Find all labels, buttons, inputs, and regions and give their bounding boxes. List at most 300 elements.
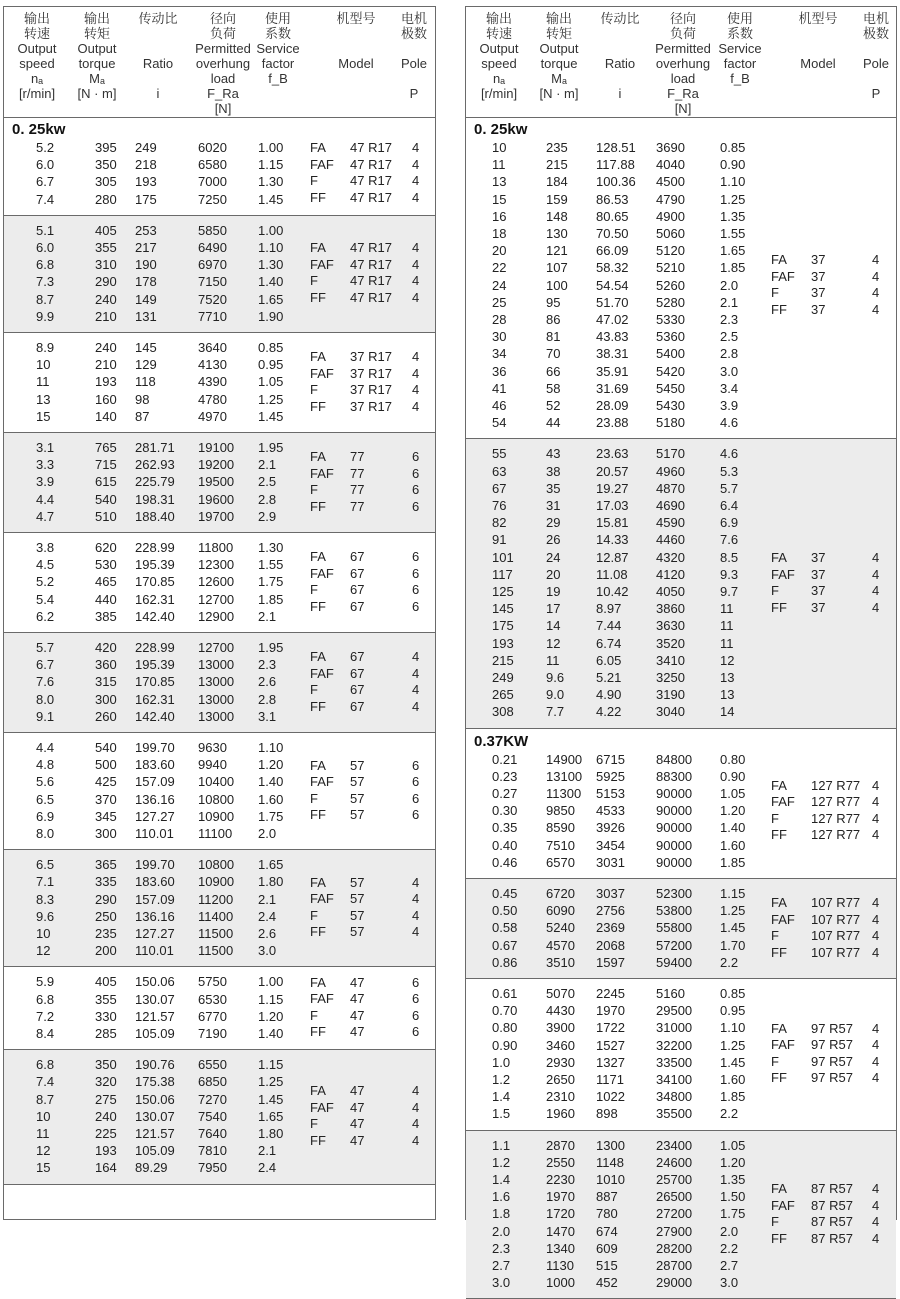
table-cell: 22: [492, 260, 507, 276]
table-cell: 2.1: [258, 891, 277, 907]
table-cell: 4870: [656, 480, 685, 496]
table-cell: 9940: [198, 757, 227, 773]
table-cell: 20: [492, 243, 507, 259]
table-cell: 0.70: [492, 1003, 518, 1019]
model-size: 97 R57: [811, 1070, 853, 1086]
model-type: FAF: [310, 465, 334, 481]
model-type: FF: [310, 398, 326, 414]
model-type: F: [310, 790, 318, 806]
table-cell: 8.5: [720, 549, 739, 565]
table-cell: 609: [596, 1240, 618, 1256]
model-type: FAF: [310, 565, 334, 581]
table-cell: 6580: [198, 157, 227, 173]
table-cell: 2.4: [258, 1160, 277, 1176]
model-type: FAF: [310, 774, 334, 790]
table-cell: 8.0: [36, 691, 55, 707]
model-type: FAF: [310, 1099, 334, 1115]
table-cell: 24: [546, 549, 561, 565]
table-cell: 235: [95, 926, 117, 941]
table-cell: 128.51: [596, 140, 636, 155]
table-cell: 125: [492, 584, 514, 599]
table-cell: 1960: [546, 1106, 575, 1122]
table-cell: 0.45: [492, 886, 518, 901]
model-size: 37 R17: [350, 349, 392, 364]
table-cell: 9.0: [546, 687, 565, 703]
table-cell: 6.8: [36, 991, 55, 1007]
table-cell: 1.30: [258, 257, 284, 273]
table-cell: 2.1: [258, 1143, 277, 1159]
table-cell: 1.65: [258, 1108, 284, 1124]
pole-count: 4: [412, 1132, 420, 1148]
model-type: F: [771, 1214, 779, 1229]
table-cell: 140: [95, 408, 117, 424]
table-cell: 7.3: [36, 274, 55, 290]
table-cell: 1.4: [492, 1089, 511, 1105]
table-cell: 7.6: [720, 532, 739, 548]
table-cell: 8.7: [36, 291, 55, 307]
model-size: 37 R17: [350, 365, 392, 381]
table-cell: 2.2: [720, 1240, 739, 1256]
table-cell: 515: [596, 1258, 618, 1273]
table-cell: 674: [596, 1223, 618, 1239]
table-cell: 360: [95, 657, 117, 673]
table-cell: 1.85: [720, 260, 746, 276]
table-cell: 1.6: [492, 1189, 511, 1205]
table-cell: 28200: [656, 1240, 693, 1256]
table-cell: 1.40: [720, 820, 746, 836]
table-cell: 5.21: [596, 670, 622, 685]
table-cell: 2.6: [258, 674, 277, 690]
table-cell: 200: [95, 943, 117, 959]
table-cell: 3190: [656, 687, 685, 703]
table-cell: 53800: [656, 903, 693, 919]
table-cell: 1.25: [258, 1074, 284, 1090]
table-cell: 14: [720, 704, 735, 720]
table-cell: 3.0: [258, 943, 277, 959]
model-size: 47: [350, 1083, 365, 1099]
table-cell: 225.79: [135, 474, 175, 490]
table-cell: 17.03: [596, 498, 629, 513]
model-size: 37: [811, 252, 826, 268]
table-cell: 188.40: [135, 508, 175, 524]
table-cell: 1.00: [258, 140, 284, 155]
table-cell: 127.27: [135, 808, 175, 824]
table-cell: 8.0: [36, 826, 55, 841]
model-type: FF: [771, 1070, 787, 1086]
table-cell: 13000: [198, 674, 235, 690]
table-cell: 4050: [656, 584, 685, 599]
pole-count: 4: [872, 944, 880, 960]
table-cell: 142.40: [135, 608, 175, 624]
table-cell: 0.90: [720, 768, 746, 784]
model-type: FF: [310, 289, 326, 305]
model-type: F: [771, 583, 779, 598]
table-cell: 27200: [656, 1206, 693, 1222]
table-cell: 8.9: [36, 340, 55, 355]
table-cell: 10800: [198, 791, 235, 807]
table-cell: 5.3: [720, 463, 739, 479]
table-cell: 7540: [198, 1108, 227, 1124]
model-type: FA: [310, 1083, 326, 1099]
table-cell: 11100: [198, 826, 233, 841]
pole-count: 4: [872, 252, 880, 268]
table-cell: 6.9: [720, 515, 739, 531]
table-cell: 4120: [656, 566, 685, 582]
table-cell: 1171: [596, 1072, 624, 1087]
table-cell: 6.7: [36, 657, 55, 673]
pole-count: 4: [872, 1197, 880, 1213]
table-cell: 1000: [546, 1275, 575, 1291]
model-type: F: [310, 682, 318, 697]
table-cell: 5120: [656, 243, 685, 259]
table-cell: 0.50: [492, 903, 518, 919]
model-size: 57: [350, 874, 365, 890]
table-cell: 12300: [198, 557, 235, 573]
table-cell: 9.6: [546, 670, 565, 685]
pole-count: 6: [412, 790, 420, 806]
table-cell: 5360: [656, 329, 685, 345]
table-cell: 2756: [596, 903, 625, 919]
table-cell: 0.27: [492, 786, 518, 801]
pole-count: 4: [872, 794, 880, 810]
pole-count: 6: [412, 449, 420, 464]
header-sf: 使用 系数 Service factor f_B: [256, 11, 300, 86]
pole-count: 4: [872, 268, 880, 284]
table-cell: 1.10: [720, 1020, 746, 1036]
pole-count: 4: [412, 698, 420, 714]
model-size: 57: [350, 891, 365, 907]
table-cell: 4780: [198, 391, 227, 407]
model-size: 107 R77: [811, 895, 861, 910]
pole-count: 6: [412, 582, 420, 597]
model-type: FF: [771, 944, 787, 960]
table-cell: 10: [36, 926, 51, 941]
table-cell: 262.93: [135, 457, 175, 473]
model-type: FF: [310, 698, 326, 714]
model-type: FAF: [310, 256, 334, 272]
table-cell: 1.30: [258, 174, 284, 190]
pole-count: 4: [412, 649, 420, 664]
pole-count: 6: [412, 465, 420, 481]
table-cell: 10: [36, 1108, 51, 1124]
table-cell: 7810: [198, 1143, 227, 1159]
table-cell: 3031: [596, 854, 625, 870]
model-type: FA: [310, 549, 326, 564]
table-cell: 3520: [656, 635, 685, 651]
table-cell: 63: [492, 463, 507, 479]
table-cell: 5420: [656, 363, 685, 379]
table-cell: 13: [36, 391, 51, 407]
table-cell: 110.01: [135, 943, 174, 959]
table-cell: 6.8: [36, 257, 55, 273]
table-cell: 7150: [198, 274, 227, 290]
table-cell: 14: [546, 618, 561, 634]
model-size: 47 R17: [350, 273, 392, 289]
table-cell: 32200: [656, 1037, 693, 1053]
table-cell: 14.33: [596, 532, 629, 548]
model-type: FF: [310, 498, 326, 514]
table-cell: 265: [492, 687, 514, 703]
table-cell: 1.20: [258, 1008, 284, 1024]
table-cell: 7.44: [596, 618, 622, 634]
table-cell: 0.90: [720, 157, 746, 173]
table-cell: 10: [492, 140, 507, 155]
table-cell: 8.97: [596, 601, 622, 617]
table-cell: 5.9: [36, 974, 55, 990]
table-cell: 31: [546, 498, 561, 513]
table-cell: 1970: [546, 1189, 575, 1205]
table-cell: 1.25: [720, 1037, 746, 1053]
table-cell: 118: [135, 374, 156, 390]
pole-count: 4: [872, 1214, 880, 1229]
table-cell: 350: [95, 1057, 117, 1073]
table-cell: 2.2: [720, 954, 739, 970]
table-cell: 3454: [596, 837, 625, 853]
table-cell: 12: [36, 943, 51, 959]
table-cell: 43.83: [596, 329, 629, 345]
table-cell: 285: [95, 1026, 117, 1041]
table-cell: 4790: [656, 191, 685, 207]
table-cell: 5.1: [36, 222, 55, 238]
table-cell: 275: [95, 1091, 117, 1107]
table-cell: 0.86: [492, 954, 518, 970]
model-size: 57: [350, 757, 365, 773]
table-cell: 1.20: [720, 803, 746, 819]
table-cell: 440: [95, 591, 117, 607]
pole-count: 4: [872, 285, 880, 301]
table-cell: 4130: [198, 357, 227, 373]
table-cell: 1.70: [720, 937, 746, 953]
table-cell: 12: [720, 652, 735, 668]
table-cell: 4.4: [36, 740, 55, 755]
header-load: 径向 负荷 Permitted overhung load F_Ra [N]: [655, 11, 711, 116]
table-cell: 12: [36, 1143, 51, 1159]
table-cell: 210: [95, 308, 117, 324]
table-cell: 19: [546, 584, 561, 599]
table-cell: 250: [95, 908, 117, 924]
table-cell: 7.4: [36, 191, 55, 207]
table-cell: 5060: [656, 226, 685, 241]
model-size: 37: [811, 550, 826, 565]
model-type: FF: [771, 827, 787, 843]
table-cell: 4.5: [36, 557, 55, 573]
pole-count: 4: [872, 1020, 880, 1036]
table-cell: 35: [546, 480, 561, 496]
table-cell: 4.90: [596, 687, 622, 703]
table-cell: 1.30: [258, 540, 284, 555]
model-type: FA: [771, 1181, 787, 1196]
table-cell: 3.1: [36, 440, 55, 455]
model-size: 127 R77: [811, 794, 861, 810]
table-cell: 305: [95, 174, 117, 190]
table-cell: 175: [492, 618, 514, 634]
table-cell: 0.80: [492, 1020, 518, 1036]
table-cell: 11200: [198, 891, 234, 907]
table-cell: 5850: [198, 222, 227, 238]
table-cell: 127.27: [135, 926, 175, 941]
header-pole: 电机 极数 Pole P: [862, 11, 890, 101]
table-cell: 0.85: [720, 986, 746, 1001]
model-type: FA: [310, 757, 326, 773]
model-size: 67: [350, 698, 365, 714]
model-size: 37: [811, 566, 826, 582]
table-cell: 29: [546, 515, 561, 531]
table-cell: 7000: [198, 174, 227, 190]
table-cell: 4.4: [36, 491, 55, 507]
table-cell: 29500: [656, 1003, 693, 1019]
model-type: FAF: [771, 794, 795, 810]
table-cell: 7.4: [36, 1074, 55, 1090]
table-cell: 3.8: [36, 540, 55, 555]
table-cell: 13: [720, 670, 735, 685]
model-size: 67: [350, 565, 365, 581]
table-cell: 6.74: [596, 635, 622, 651]
model-size: 57: [350, 907, 365, 923]
table-cell: 308: [492, 704, 514, 720]
section-title: 0. 25kw: [12, 121, 66, 138]
header-torque: 输出 转矩 Output torque Mₐ [N · m]: [539, 11, 579, 101]
table-cell: 5750: [198, 974, 227, 990]
model-type: FF: [310, 1024, 326, 1040]
pole-count: 6: [412, 774, 420, 790]
table-cell: 105.09: [135, 1143, 175, 1159]
table-cell: 28: [492, 312, 507, 327]
model-type: F: [771, 285, 779, 301]
model-type: FA: [310, 140, 326, 156]
table-cell: 3.0: [492, 1275, 511, 1291]
table-cell: 540: [95, 740, 117, 755]
table-cell: 2245: [596, 986, 625, 1001]
table-cell: 6.0: [36, 157, 55, 173]
table-cell: 89.29: [135, 1160, 168, 1176]
table-cell: 5240: [546, 920, 575, 936]
table-cell: 1.45: [258, 408, 284, 424]
model-size: 107 R77: [811, 928, 861, 943]
table-cell: 355: [95, 240, 117, 255]
model-type: FF: [310, 1132, 326, 1148]
model-type: FA: [771, 895, 787, 910]
model-size: 37: [811, 583, 826, 598]
table-cell: 24: [492, 277, 507, 293]
table-cell: 1.00: [258, 974, 284, 990]
pole-count: 4: [412, 289, 420, 305]
table-cell: 121: [546, 243, 568, 259]
table-cell: 11: [720, 601, 734, 617]
model-type: FF: [771, 301, 787, 317]
table-cell: 228.99: [135, 640, 175, 655]
model-type: FA: [771, 1020, 787, 1036]
model-type: FAF: [771, 911, 795, 927]
table-cell: 52300: [656, 886, 693, 901]
table-cell: 898: [596, 1106, 618, 1122]
table-cell: 4.22: [596, 704, 622, 720]
table-cell: 2.7: [720, 1258, 739, 1273]
table-cell: 90000: [656, 803, 693, 819]
model-size: 57: [350, 924, 365, 940]
table-cell: 1.35: [720, 208, 746, 224]
model-type: FF: [310, 189, 326, 205]
model-size: 47: [350, 1024, 365, 1040]
table-cell: 1.85: [720, 854, 746, 870]
table-cell: 35500: [656, 1106, 693, 1122]
table-cell: 12: [546, 635, 561, 651]
table-cell: 4533: [596, 803, 625, 819]
table-cell: 9.3: [720, 566, 739, 582]
table-cell: 3690: [656, 140, 685, 155]
table-cell: 20: [546, 566, 561, 582]
table-cell: 159: [546, 191, 568, 207]
section-title: 0.37KW: [474, 732, 529, 750]
table-cell: 2.5: [258, 474, 277, 490]
table-cell: 3037: [596, 886, 625, 901]
table-cell: 4320: [656, 549, 685, 565]
pole-count: 4: [412, 349, 420, 364]
table-cell: 253: [135, 222, 157, 238]
table-cell: 540: [95, 491, 117, 507]
pole-count: 6: [412, 991, 420, 1007]
model-type: FA: [310, 240, 326, 256]
table-cell: 1.10: [258, 740, 284, 755]
table-cell: 70: [546, 346, 561, 362]
table-cell: 12700: [198, 640, 235, 655]
model-size: 47: [350, 1116, 365, 1132]
table-cell: 8.4: [36, 1026, 55, 1041]
model-size: 77: [350, 482, 365, 497]
table-cell: 1.75: [258, 574, 284, 590]
table-cell: 67: [492, 480, 507, 496]
pole-count: 6: [412, 757, 420, 773]
table-cell: 11: [36, 374, 50, 390]
table-cell: 3.9: [720, 398, 739, 413]
table-cell: 70.50: [596, 226, 629, 241]
pole-count: 4: [412, 924, 420, 940]
pole-count: 4: [872, 1053, 880, 1069]
model-type: FAF: [310, 991, 334, 1007]
table-cell: 1.85: [258, 591, 284, 607]
model-type: F: [310, 1007, 318, 1023]
table-cell: 405: [95, 222, 117, 238]
table-cell: 210: [95, 357, 117, 373]
table-cell: 12900: [198, 608, 235, 624]
pole-count: 4: [872, 827, 880, 843]
table-cell: 7.6: [36, 674, 55, 690]
table-cell: 5280: [656, 294, 685, 310]
table-cell: 47.02: [596, 312, 629, 327]
table-cell: 3860: [656, 601, 685, 617]
table-cell: 145: [135, 340, 157, 355]
table-cell: 86.53: [596, 191, 629, 207]
table-cell: 1148: [596, 1154, 624, 1170]
table-cell: 3.0: [720, 363, 739, 379]
table-cell: 29000: [656, 1275, 693, 1291]
table-cell: 3460: [546, 1037, 575, 1053]
pole-count: 4: [412, 1099, 420, 1115]
table-cell: 4.7: [36, 508, 55, 524]
table-cell: 1.25: [720, 903, 746, 919]
table-cell: 2650: [546, 1072, 575, 1087]
model-type: FF: [310, 924, 326, 940]
table-cell: 160: [95, 391, 117, 407]
table-cell: 35.91: [596, 363, 629, 379]
table-cell: 11500: [198, 926, 234, 941]
table-cell: 121.57: [135, 1008, 175, 1024]
table-cell: 26: [546, 532, 561, 548]
header-load: 径向 负荷 Permitted overhung load F_Ra [N]: [195, 11, 251, 116]
table-cell: 55800: [656, 920, 693, 936]
model-size: 87 R57: [811, 1197, 853, 1213]
pole-count: 4: [412, 256, 420, 272]
table-cell: 1.60: [720, 837, 746, 853]
